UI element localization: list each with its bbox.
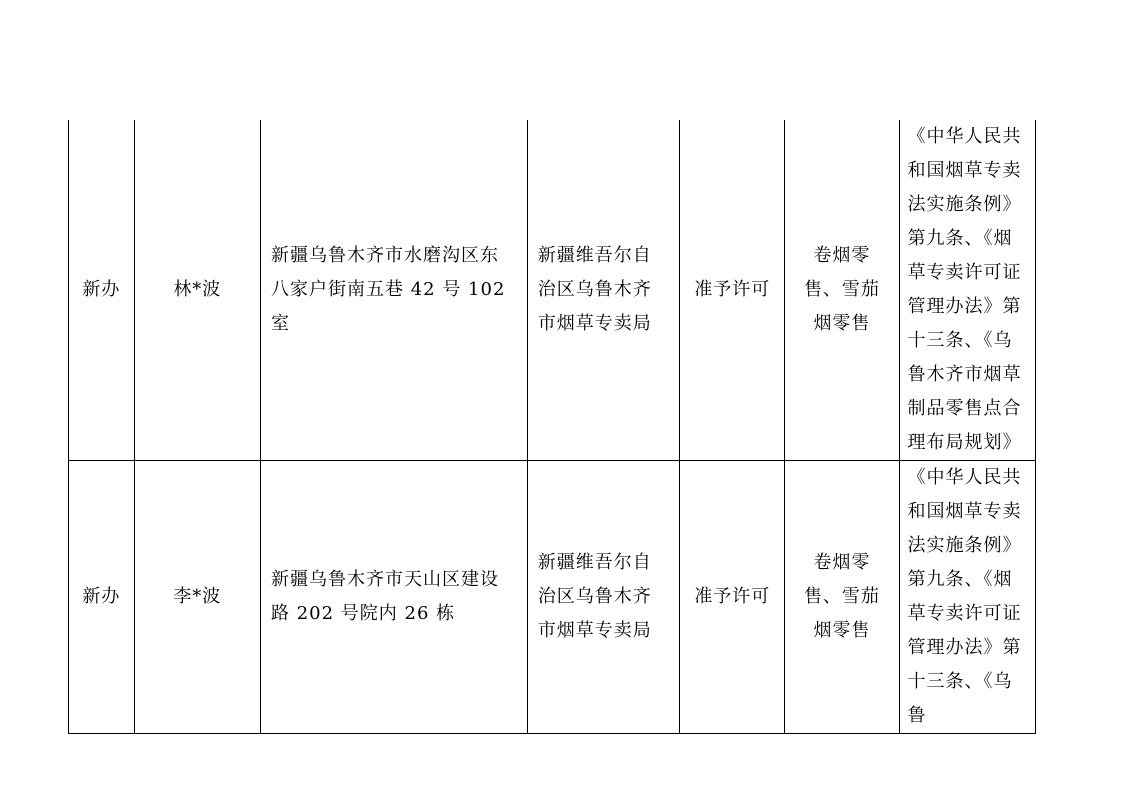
cell-basis <box>899 120 1035 461</box>
cell-address: 新疆乌鲁木齐市天山区建设路 202 号院内 26 栋 <box>260 461 527 734</box>
cell-name: 林*波 <box>134 120 260 461</box>
basis-text: 《中华人民共和国烟草专卖法实施条例》第九条、《烟草专卖许可证管理办法》第十三条、《乌鲁木齐市烟草制品零售点合理布局规划》 <box>907 126 1022 453</box>
cell-scope: 卷烟零售、雪茄烟零售 <box>785 120 899 461</box>
cell-basis <box>899 461 1035 734</box>
cell-name: 李*波 <box>134 461 260 734</box>
cell-authority: 新疆维吾尔自治区乌鲁木齐市烟草专卖局 <box>527 461 680 734</box>
table-row <box>69 120 1036 461</box>
cell-type: 新办 <box>69 461 135 734</box>
cell-type: 新办 <box>69 120 135 461</box>
license-table <box>68 120 1036 734</box>
table-row <box>69 461 1036 734</box>
cell-authority: 新疆维吾尔自治区乌鲁木齐市烟草专卖局 <box>527 120 680 461</box>
cell-scope: 卷烟零售、雪茄烟零售 <box>785 461 899 734</box>
cell-result: 准予许可 <box>680 461 785 734</box>
basis-text: 《中华人民共和国烟草专卖法实施条例》第九条、《烟草专卖许可证管理办法》第十三条、《乌鲁 <box>907 467 1022 726</box>
cell-address: 新疆乌鲁木齐市水磨沟区东八家户街南五巷 42 号 102 室 <box>260 120 527 461</box>
cell-result: 准予许可 <box>680 120 785 461</box>
